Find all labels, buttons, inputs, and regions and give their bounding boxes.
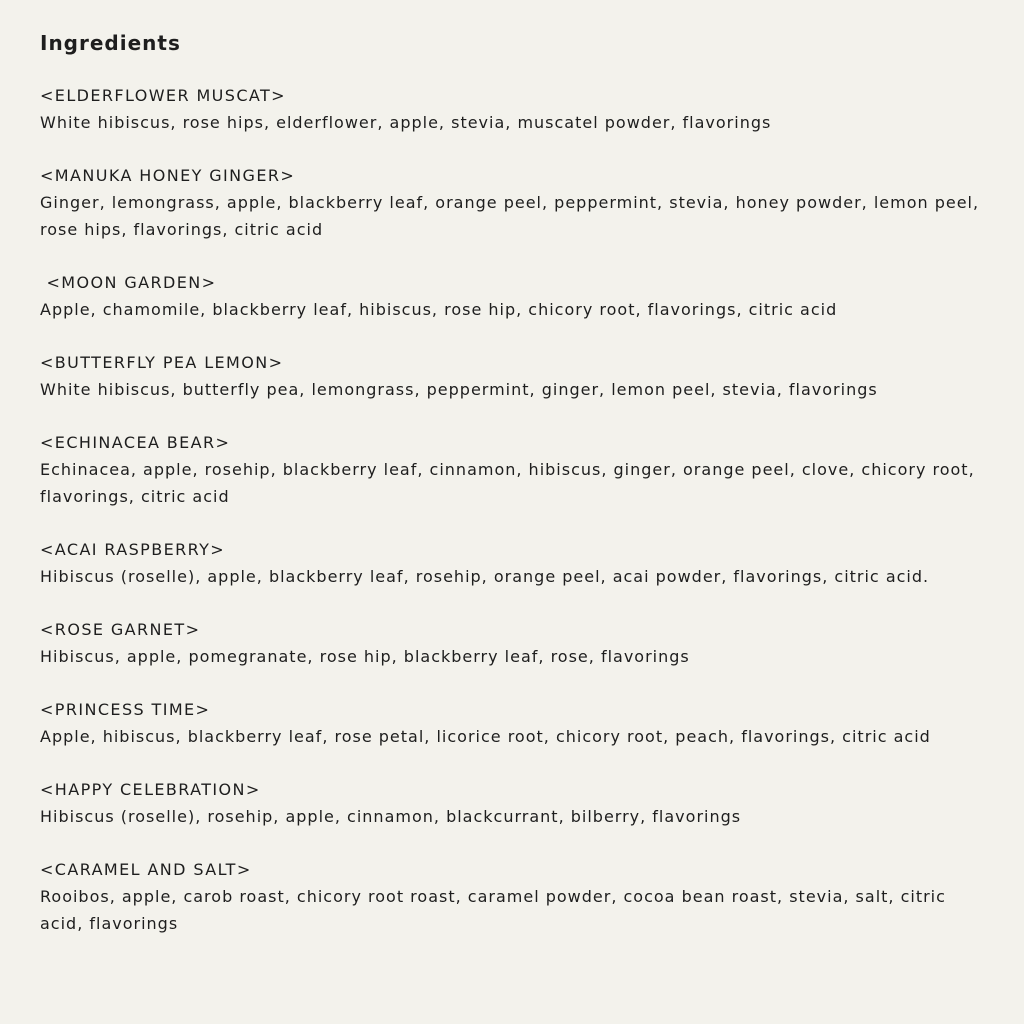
list-item <box>40 269 984 323</box>
product-ingredients: Apple, chamomile, blackberry leaf, hibiscus, rose hip, chicory root, flavorings, citric acid <box>40 300 838 319</box>
ingredient-list <box>40 82 984 937</box>
product-name: <CARAMEL AND SALT> <box>40 860 252 879</box>
list-item <box>40 82 984 136</box>
list-item <box>40 349 984 403</box>
product-name: <ELDERFLOWER MUSCAT> <box>40 86 286 105</box>
product-ingredients: Hibiscus (roselle), rosehip, apple, cinnamon, blackcurrant, bilberry, flavorings <box>40 807 742 826</box>
product-name: <HAPPY CELEBRATION> <box>40 780 261 799</box>
product-name: <BUTTERFLY PEA LEMON> <box>40 353 284 372</box>
product-ingredients: Rooibos, apple, carob roast, chicory root roast, caramel powder, cocoa bean roast, stevia, salt, citric acid, flavorings <box>40 887 946 933</box>
list-item <box>40 856 984 937</box>
product-name: <MANUKA HONEY GINGER> <box>40 166 296 185</box>
list-item <box>40 429 984 510</box>
list-item <box>40 776 984 830</box>
list-item <box>40 616 984 670</box>
product-ingredients: Apple, hibiscus, blackberry leaf, rose petal, licorice root, chicory root, peach, flavorings, citric acid <box>40 727 931 746</box>
product-name: <MOON GARDEN> <box>40 273 217 292</box>
product-ingredients: Hibiscus, apple, pomegranate, rose hip, blackberry leaf, rose, flavorings <box>40 647 690 666</box>
product-name: <ROSE GARNET> <box>40 620 201 639</box>
list-item <box>40 162 984 243</box>
product-ingredients: Ginger, lemongrass, apple, blackberry leaf, orange peel, peppermint, stevia, honey powder, lemon peel, rose hips, flavorings, citric acid <box>40 193 980 239</box>
product-ingredients: White hibiscus, rose hips, elderflower, apple, stevia, muscatel powder, flavorings <box>40 113 772 132</box>
product-name: <ACAI RASPBERRY> <box>40 540 226 559</box>
list-item <box>40 696 984 750</box>
product-name: <PRINCESS TIME> <box>40 700 211 719</box>
product-ingredients: Hibiscus (roselle), apple, blackberry leaf, rosehip, orange peel, acai powder, flavorings, citric acid. <box>40 567 930 586</box>
list-item <box>40 536 984 590</box>
product-ingredients: Echinacea, apple, rosehip, blackberry leaf, cinnamon, hibiscus, ginger, orange peel, clove, chicory root, flavorings, citric acid <box>40 460 975 506</box>
product-name: <ECHINACEA BEAR> <box>40 433 231 452</box>
page-title: Ingredients <box>40 31 181 55</box>
product-ingredients: White hibiscus, butterfly pea, lemongrass, peppermint, ginger, lemon peel, stevia, flavorings <box>40 380 878 399</box>
